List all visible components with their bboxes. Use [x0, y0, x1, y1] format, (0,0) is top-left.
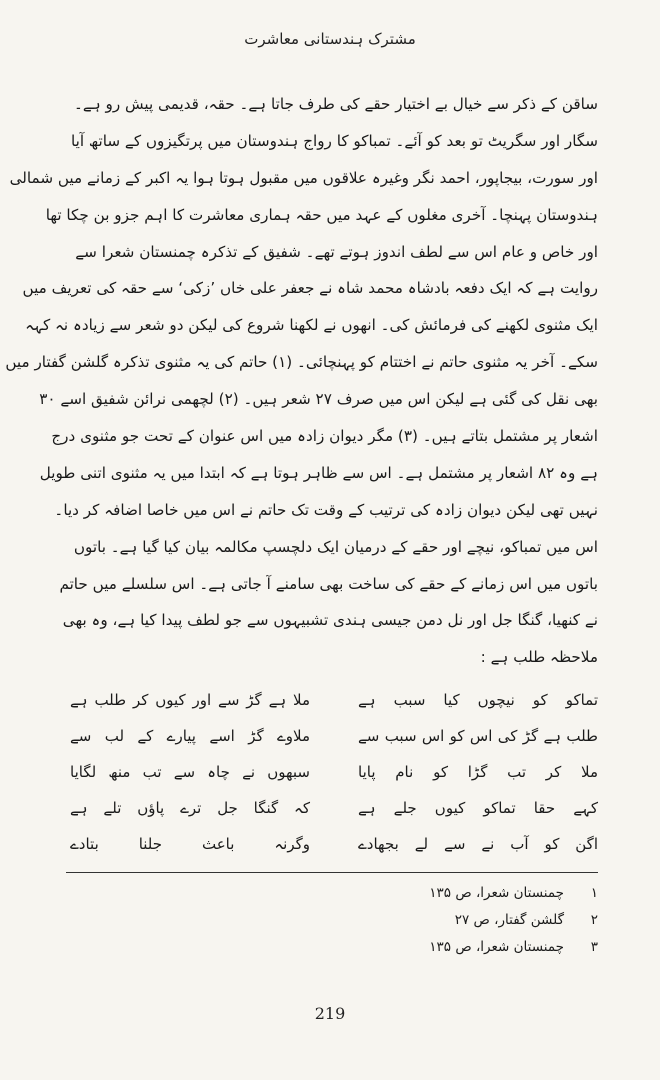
footnote-number: ۱ — [590, 885, 598, 901]
body-line: باتوں میں اس زمانے کے حقے کی ساخت بھی سامنے آ جاتی ہے۔ اس سلسلے میں حاتم — [59, 574, 598, 593]
body-paragraph — [5, 86, 598, 676]
body-line: اور خاص و عام اس سے لطف اندوز ہوتے تھے۔ شفیق کے تذکرہ چمنستان شعرا سے — [75, 242, 598, 261]
body-line: نہیں تھی لیکن دیوان زادہ کی ترتیب کے وقت تک حاتم نے اس میں خاصا اضافہ کر دیا۔ — [54, 500, 598, 519]
footnote-text: چمنستان شعرا، ص ۱۳۵ — [429, 885, 564, 901]
body-line: ساقن کے ذکر سے خیال بے اختیار حقے کی طرف جاتا ہے۔ حقہ، قدیمی پیش رو ہے۔ — [74, 95, 598, 113]
footnote — [66, 880, 598, 907]
hemistich-first: طلب ہے گڑ کی اس کو اس سبب سے — [358, 727, 598, 745]
body-line: اشعار پر مشتمل بتاتے ہیں۔ (۳) مگر دیوان زادہ میں اس عنوان کے تحت جو مثنوی درج — [51, 427, 598, 446]
footnote — [66, 907, 598, 934]
couplet — [70, 826, 598, 862]
body-line: بھی نقل کی گئی ہے لیکن اس میں صرف ۲۷ شعر ہیں۔ (۲) لچھمی نرائن شفیق اسے ۳۰ — [39, 390, 598, 409]
footnote-number: ۲ — [590, 912, 598, 928]
footnote-text: گلشن گفتار، ص ۲۷ — [454, 912, 564, 928]
body-line: روایت ہے کہ ایک دفعہ بادشاہ محمد شاہ نے جعفر علی خاں ’زکی‘ سے حقہ کی تعریف میں — [22, 279, 598, 298]
couplet — [70, 790, 598, 826]
hemistich-first: ملا کر تب گڑا کو نام پایا — [358, 763, 598, 781]
hemistich-first: تماکو کو نیچوں کیا سبب ہے — [358, 691, 598, 709]
body-line: ہے وہ ۸۲ اشعار پر مشتمل ہے۔ اس سے ظاہر ہوتا ہے کہ ابتدا میں یہ مثنوی اتنی طویل — [39, 463, 598, 482]
footnotes — [66, 880, 598, 961]
hemistich-first: اگن کو آب نے سے لے بجھادے — [358, 835, 598, 853]
hemistich-second: کہ گنگا جل ترے پاؤں تلے ہے — [70, 799, 310, 817]
body-line: اس میں تمباکو، نیچے اور حقے کے درمیان ایک دلچسپ مکالمہ بیان کیا گیا ہے۔ باتوں — [73, 537, 598, 556]
body-line: اور سورت، بیجاپور، احمد نگر وغیرہ علاقوں میں مقبول ہوتا ہوا یہ اکبر کے زمانے میں شمالی — [9, 168, 598, 187]
couplet — [70, 718, 598, 754]
footnote — [66, 934, 598, 961]
body-line: نے کنھیا، گنگا جل اور نل دمن جیسی ہندی تشبیہوں سے جو لطف پیدا کیا ہے، وہ بھی — [62, 611, 598, 630]
running-header: مشترک ہندستانی معاشرت — [244, 30, 416, 48]
page-number: 219 — [314, 1004, 346, 1023]
hemistich-second: ملاوے گڑ اسے پیارے کے لب سے — [70, 727, 310, 745]
hemistich-first: کہے حقا تماکو کیوں جلے ہے — [358, 799, 598, 817]
hemistich-second: وگرنہ باعث جلنا بتادے — [70, 835, 310, 853]
footnote-divider — [66, 872, 598, 873]
hemistich-second: ملا ہے گڑ سے اور کیوں کر طلب ہے — [70, 691, 310, 709]
hemistich-second: سبھوں نے چاہ سے تب منھ لگایا — [70, 763, 310, 781]
couplet — [70, 754, 598, 790]
body-line: سگار اور سگریٹ تو بعد کو آئے۔ تمباکو کا رواج ہندوستان میں پرتگیزوں کے ساتھ آیا — [71, 131, 598, 150]
body-line: سکے۔ آخر یہ مثنوی حاتم نے اختتام کو پہنچائی۔ (۱) حاتم کی یہ مثنوی تذکرہ گلشن گفتار میں — [5, 353, 598, 372]
footnote-number: ۳ — [590, 939, 598, 955]
body-line: ایک مثنوی لکھنے کی فرمائش کی۔ انھوں نے لکھنا شروع کی لیکن دو شعر سے زیادہ نہ کہہ — [25, 316, 598, 335]
verse-block — [70, 682, 598, 862]
footnote-text: چمنستان شعرا، ص ۱۳۵ — [429, 939, 564, 955]
body-line: ہندوستان پہنچا۔ آخری مغلوں کے عہد میں حقہ ہماری معاشرت کا اہم جزو بن چکا تھا — [45, 205, 598, 224]
couplet — [70, 682, 598, 718]
body-line: ملاحظہ طلب ہے : — [480, 648, 598, 667]
